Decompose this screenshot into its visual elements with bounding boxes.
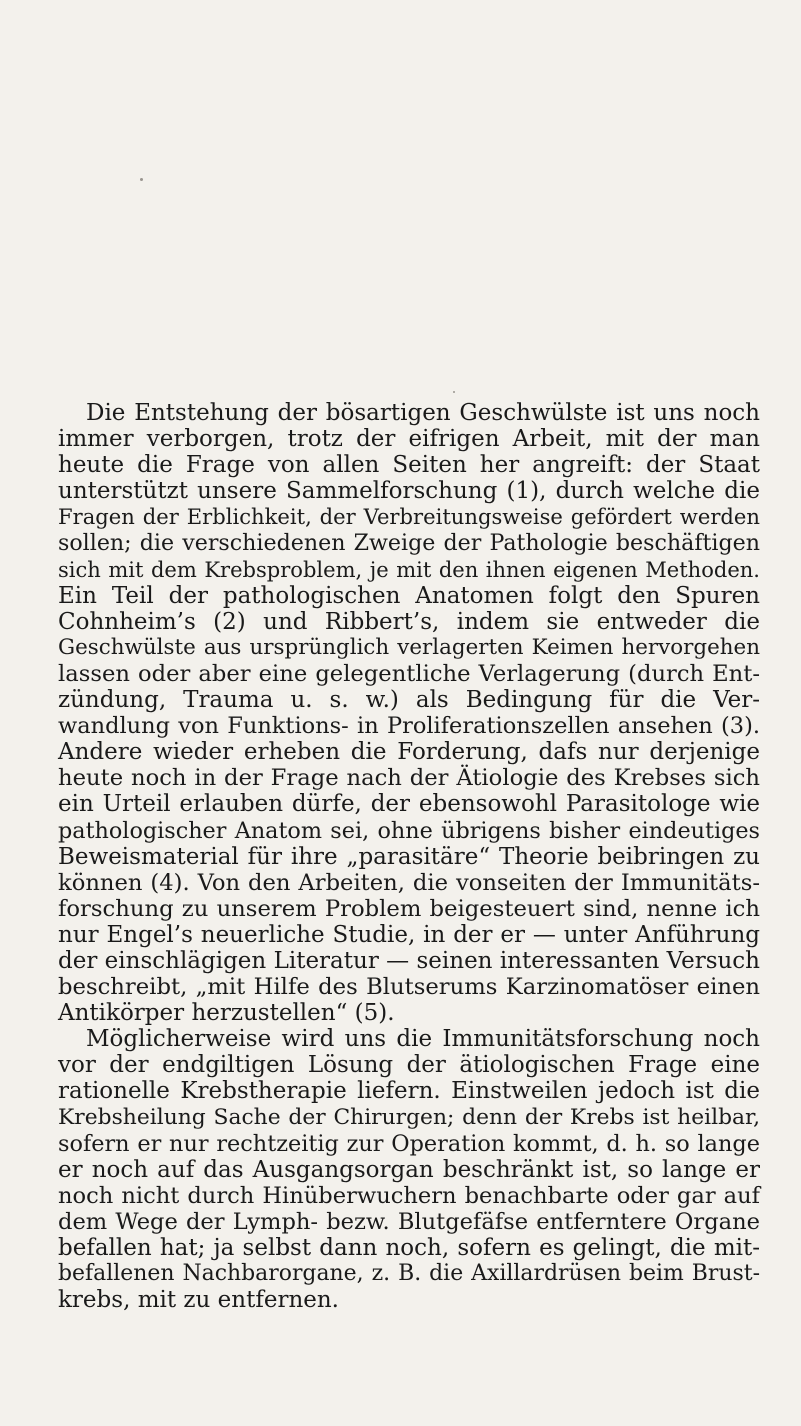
text-line: zündung, Trauma u. s. w.) als Bedingung für die Ver- [58,687,760,714]
text-line: Cohnheim’s (2) und Ribbert’s, indem sie entweder die [58,608,760,635]
text-line: sich mit dem Krebsproblem, je mit den ihnen eigenen Methoden. [58,556,760,582]
text-line: nur Engel’s neuerliche Studie, in der er — unter Anführung [58,921,760,948]
text-line: vor der endgiltigen Lösung der ätiologischen Frage eine [58,1052,760,1079]
text-line: ein Urteil erlauben dürfe, der ebensowohl Parasitologe wie [58,791,760,818]
text-line: immer verborgen, trotz der eifrigen Arbeit, mit der man [58,426,760,453]
text-line: Die Entstehung der bösartigen Geschwülste ist uns noch [86,400,760,426]
text-line: er noch auf das Ausgangsorgan beschränkt ist, so lange er [58,1156,760,1183]
text-line: forschung zu unserem Problem beigesteuert sind, nenne ich [58,895,760,922]
paragraph-1 [58,400,760,1026]
text-line: rationelle Krebstherapie liefern. Einstweilen jedoch ist die [58,1078,760,1105]
text-line: befallenen Nachbarorgane, z. B. die Axillardrüsen beim Brust- [58,1261,760,1287]
text-line: beschreibt, „mit Hilfe des Blutserums Karzinomatöser einen [58,974,760,1001]
text-line: Geschwülste aus ursprünglich verlagerten Keimen hervorgehen [58,634,760,660]
text-line: Möglicherweise wird uns die Immunitätsforschung noch [86,1026,760,1053]
text-line: Beweismaterial für ihre „parasitäre“ Theorie beibringen zu [58,843,760,870]
text-line: Krebsheilung Sache der Chirurgen; denn der Krebs ist heilbar, [58,1104,760,1130]
paragraph-2 [58,1026,760,1313]
text-line: befallen hat; ja selbst dann noch, sofern es gelingt, die mit- [58,1235,760,1261]
text-line: krebs, mit zu entfernen. [58,1287,339,1314]
text-line: pathologischer Anatom sei, ohne übrigens bisher eindeutiges [58,817,760,844]
text-line: Fragen der Erblichkeit, der Verbreitungsweise gefördert werden [58,504,760,530]
text-line: Ein Teil der pathologischen Anatomen folgt den Spuren [58,582,760,609]
text-line: unterstützt unsere Sammelforschung (1), durch welche die [58,478,760,505]
text-line: Antikörper herzustellen“ (5). [58,1000,395,1027]
text-line: dem Wege der Lymph- bezw. Blutgefäfse entferntere Organe [58,1208,760,1235]
text-line: heute noch in der Frage nach der Ätiologie des Krebses sich [58,765,760,792]
text-line: lassen oder aber eine gelegentliche Verlagerung (durch Ent- [58,660,760,687]
text-line: Andere wieder erheben die Forderung, dafs nur derjenige [58,739,760,766]
text-line: sofern er nur rechtzeitig zur Operation kommt, d. h. so lange [58,1130,760,1157]
text-line: der einschlägigen Literatur — seinen interessanten Versuch [58,947,760,974]
paper-speck [140,178,143,181]
text-line: können (4). Von den Arbeiten, die vonseiten der Immunitäts- [58,869,760,896]
text-line: wandlung von Funktions- in Proliferationszellen ansehen (3). [58,713,760,740]
text-line: sollen; die verschiedenen Zweige der Pathologie beschäftigen [58,530,760,557]
text-line: heute die Frage von allen Seiten her angreift: der Staat [58,452,760,479]
body-text [58,400,760,1313]
paper-speck [453,391,455,393]
text-line: noch nicht durch Hinüberwuchern benachbarte oder gar auf [58,1182,760,1209]
